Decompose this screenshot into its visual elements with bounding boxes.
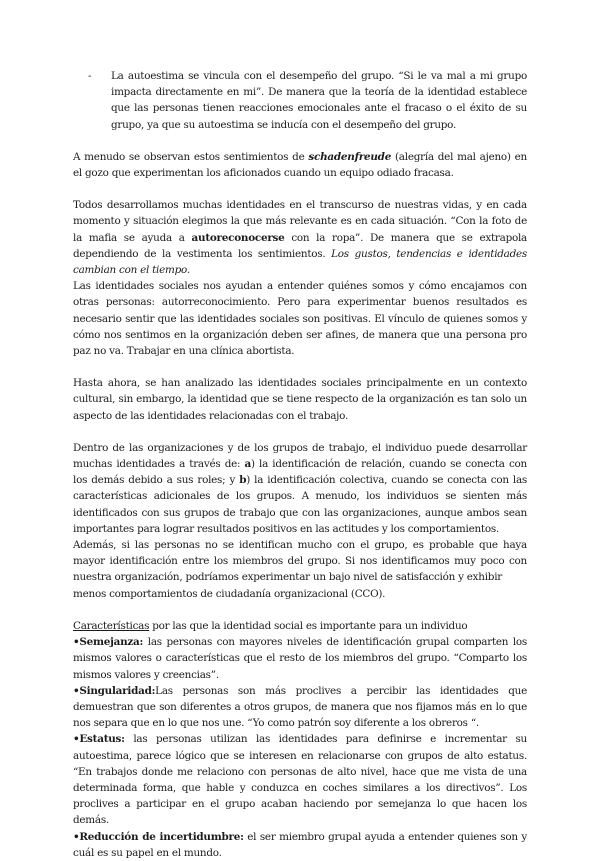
- characteristics-heading: [73, 618, 527, 634]
- paragraph-organizaciones: [73, 440, 527, 537]
- paragraph-text: con la ropa”. De manera que se extrapola dependiendo de la vestimenta los sentimientos.: [73, 231, 527, 260]
- paragraph-text: ) la identificación colectiva, cuando se conecta con las características adicionales de los grupos. A menudo, los individuos se sienten más identificados con sus grupos de trabajo que con las organizaciones, aunque ambos sean importantes para lograr resultados positivos en las actitudes y los comportamientos.: [73, 474, 527, 535]
- label-a: a: [244, 458, 251, 471]
- paragraph-text: A menudo se observan estos sentimientos de: [73, 150, 309, 163]
- bullet-dash: -: [88, 70, 92, 82]
- term-schadenfreude: schadenfreude: [308, 150, 392, 163]
- item-text: Las personas son más proclives a percibir las identidades que demuestran que son diferentes a otros grupos, de manera que nos fijamos más en lo que nos separa que en lo que nos une. “Yo como patrón soy diferente a los obreros “.: [73, 684, 527, 730]
- characteristic-item-incertidumbre: [73, 829, 527, 861]
- item-label: •Singularidad:: [73, 684, 156, 697]
- paragraph-text: Todos desarrollamos muchas identidades en el transcurso de nuestras vidas, y en cada momento y situación elegimos la que más relevante es en cada situación. “Con la foto de la mafia se ayuda a: [73, 199, 527, 244]
- paragraph-text: Dentro de las organizaciones y de los grupos de trabajo, el individuo puede desarrollar muchas identidades a través de:: [73, 441, 527, 471]
- term-autoreconocerse: autoreconocerse: [191, 231, 285, 244]
- document-body: [73, 68, 527, 861]
- paragraph-schadenfreude: [73, 149, 527, 181]
- paragraph-ademas: Además, si las personas no se identifican mucho con el grupo, es probable que haya mayor identificación entre los miembros del grupo. Si nos identificamos muy poco con nuestra organización, podríamos experimentar un bajo nivel de satisfacción y exhibir: [73, 539, 527, 584]
- item-label: •Semejanza:: [73, 636, 144, 649]
- item-label: •Reducción de incertidumbre:: [73, 830, 244, 843]
- characteristic-item-singularidad: [73, 683, 527, 732]
- item-text: las personas con mayores niveles de identificación grupal comparten los mismos valores o características que el resto de los miembros del grupo. “Comparto los mismos valores y creencias”.: [73, 636, 527, 681]
- characteristics-heading-underlined: Características: [73, 619, 150, 632]
- item-text: el ser miembro grupal ayuda a entender quienes son y cuál es su papel en el mundo.: [73, 830, 527, 859]
- paragraph-identidades: [73, 197, 527, 278]
- paragraph-text: ) la identificación de relación, cuando se conecta con los demás debido a sus roles; y: [73, 458, 527, 487]
- paragraph-text: (alegría del mal ajeno) en el gozo que experimentan los aficionados cuando un equipo odiado fracasa.: [73, 150, 527, 180]
- characteristic-item-semejanza: [73, 634, 527, 683]
- characteristics-heading-rest: por las que la identidad social es importante para un individuo: [149, 619, 468, 632]
- paragraph-identidades-sociales: Las identidades sociales nos ayudan a entender quiénes somos y cómo encajamos con otras personas: autorreconocimiento. Pero para experimentar buenos resultados es necesario sentir que las identidades sociales son positivas. El vínculo de quienes somos y cómo nos sentimos en la organización deben ser afines, de manera que una persona pro paz no va. Trabajar en una clínica abortista.: [73, 280, 527, 358]
- bullet-text: La autoestima se vincula con el desempeño del grupo. “Si le va mal a mi grupo impacta directamente en mi”. De manera que la teoría de la identidad establece que las personas tienen reacciones emocionales ante el fracaso o el éxito de su grupo, ya que su autoestima se inducía con el desempeño del grupo.: [111, 70, 527, 131]
- bullet-paragraph: [73, 68, 527, 133]
- item-label: •Estatus:: [73, 733, 125, 746]
- paragraph-contexto-cultural: Hasta ahora, se han analizado las identidades sociales principalmente en un contexto cultural, sin embargo, la identidad que se tiene respecto de la organización es tan solo un aspecto de las identidades relacionadas con el trabajo.: [73, 377, 527, 422]
- label-b: b: [239, 474, 247, 487]
- characteristic-item-estatus: [73, 731, 527, 828]
- item-text: las personas utilizan las identidades para definirse e incrementar su autoestima, parece lógico que se interesen en relacionarse con grupos de alto estatus. “En trabajos donde me relaciono con personas de alto nivel, hace que me vista de una determinada forma, que hable y conduzca en coches similares a los directivos”. Los proclives a participar en el grupo acaban haciendo por semejanza lo que hacen los demás.: [73, 733, 527, 827]
- italic-sentence: Los gustos, tendencias e identidades cambian con el tiempo.: [73, 247, 527, 277]
- paragraph-ademas-line2: menos comportamientos de ciudadanía organizacional (CCO).: [73, 587, 386, 600]
